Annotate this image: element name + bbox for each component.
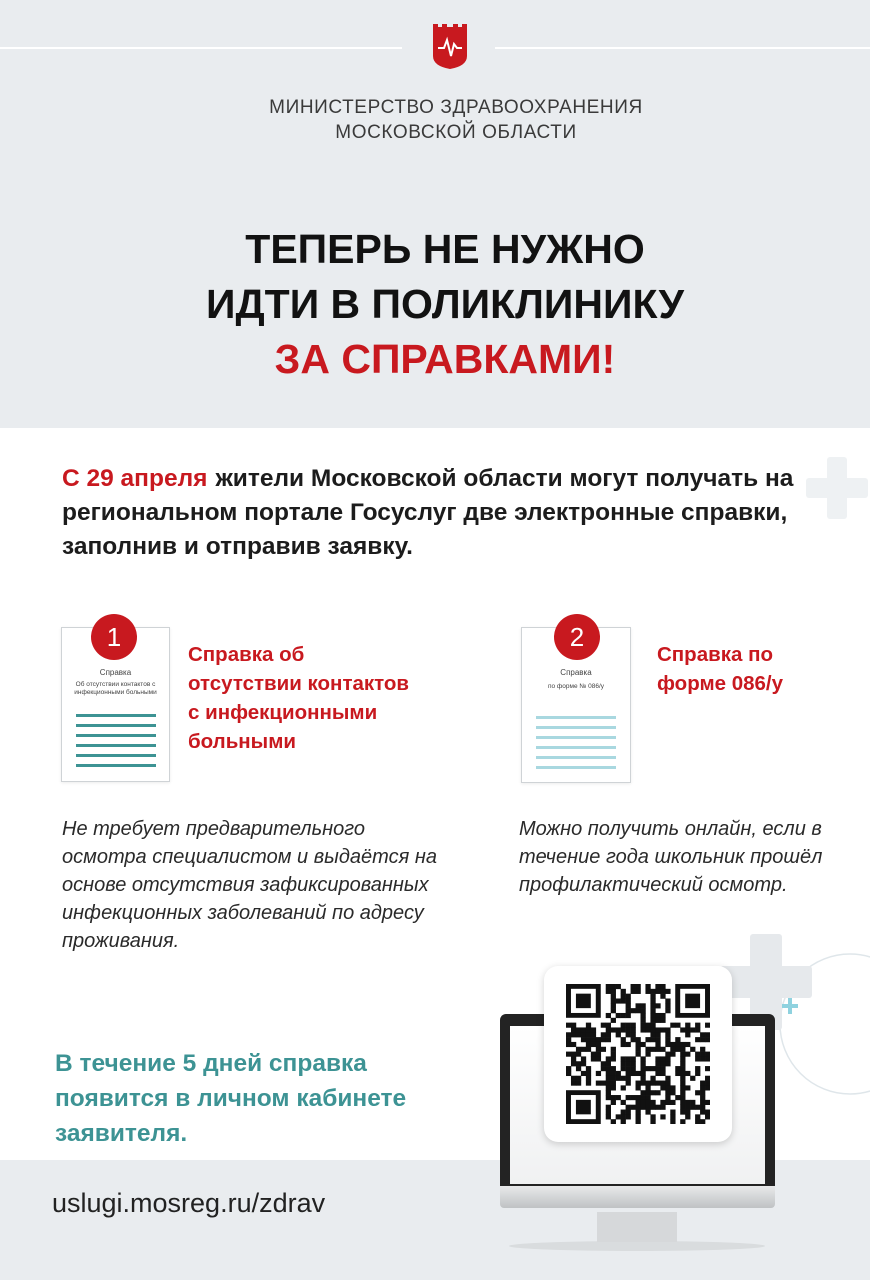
document-2-subtitle: по форме № 086/у [547,683,605,690]
monitor-chin [500,1186,775,1208]
intro-text: жители Московской области могут получать на региональном портале Госуслуг две электронные справки, заполнив и отправив заявку. [62,465,794,560]
monitor-stand [505,1212,770,1252]
qr-code-card[interactable] [544,966,732,1142]
portal-link[interactable]: uslugi.mosreg.ru/zdrav [52,1188,326,1218]
headline-line-1: ТЕПЕРЬ НЕ НУЖНО [245,226,645,272]
document-1-subtitle: Об отсутствии контактов с инфекционными больными [74,681,157,696]
ministry-line-2: МОСКОВСКОЙ ОБЛАСТИ [335,122,577,143]
moscow-oblast-emblem-icon [431,22,469,70]
header-divider-left [0,47,402,49]
document-1-title: Справка [99,668,132,677]
ministry-line-1: МИНИСТЕРСТВО ЗДРАВООХРАНЕНИЯ [269,97,643,118]
card-2-description: Можно получить онлайн, если в течение года школьник прошёл профилактический осмотр. [519,818,823,896]
card-2-title: Справка по форме 086/у [657,643,784,695]
document-2-lines [536,716,616,772]
headline-line-2: ИДТИ В ПОЛИКЛИНИКУ [205,281,685,327]
page-headline [0,222,870,387]
step-badge-1: 1 [91,614,137,660]
intro-date: С 29 апреля [62,465,208,492]
document-1-lines [76,714,156,770]
document-2-title: Справка [560,668,592,677]
header-divider-right [495,47,870,49]
intro-paragraph [62,462,842,564]
headline-line-3: ЗА СПРАВКАМИ! [274,336,616,382]
processing-note: В течение 5 дней справка появится в личном кабинете заявителя. [55,1050,407,1147]
card-1-description: Не требует предварительного осмотра специалистом и выдаётся на основе отсутствия зафиксированных инфекционных заболеваний по адресу проживания. [62,818,437,952]
step-badge-2: 2 [554,614,600,660]
ministry-name [0,95,870,145]
card-1-title: Справка об отсутствии контактов с инфекционными больными [188,643,410,753]
qr-code-icon[interactable] [566,984,710,1124]
